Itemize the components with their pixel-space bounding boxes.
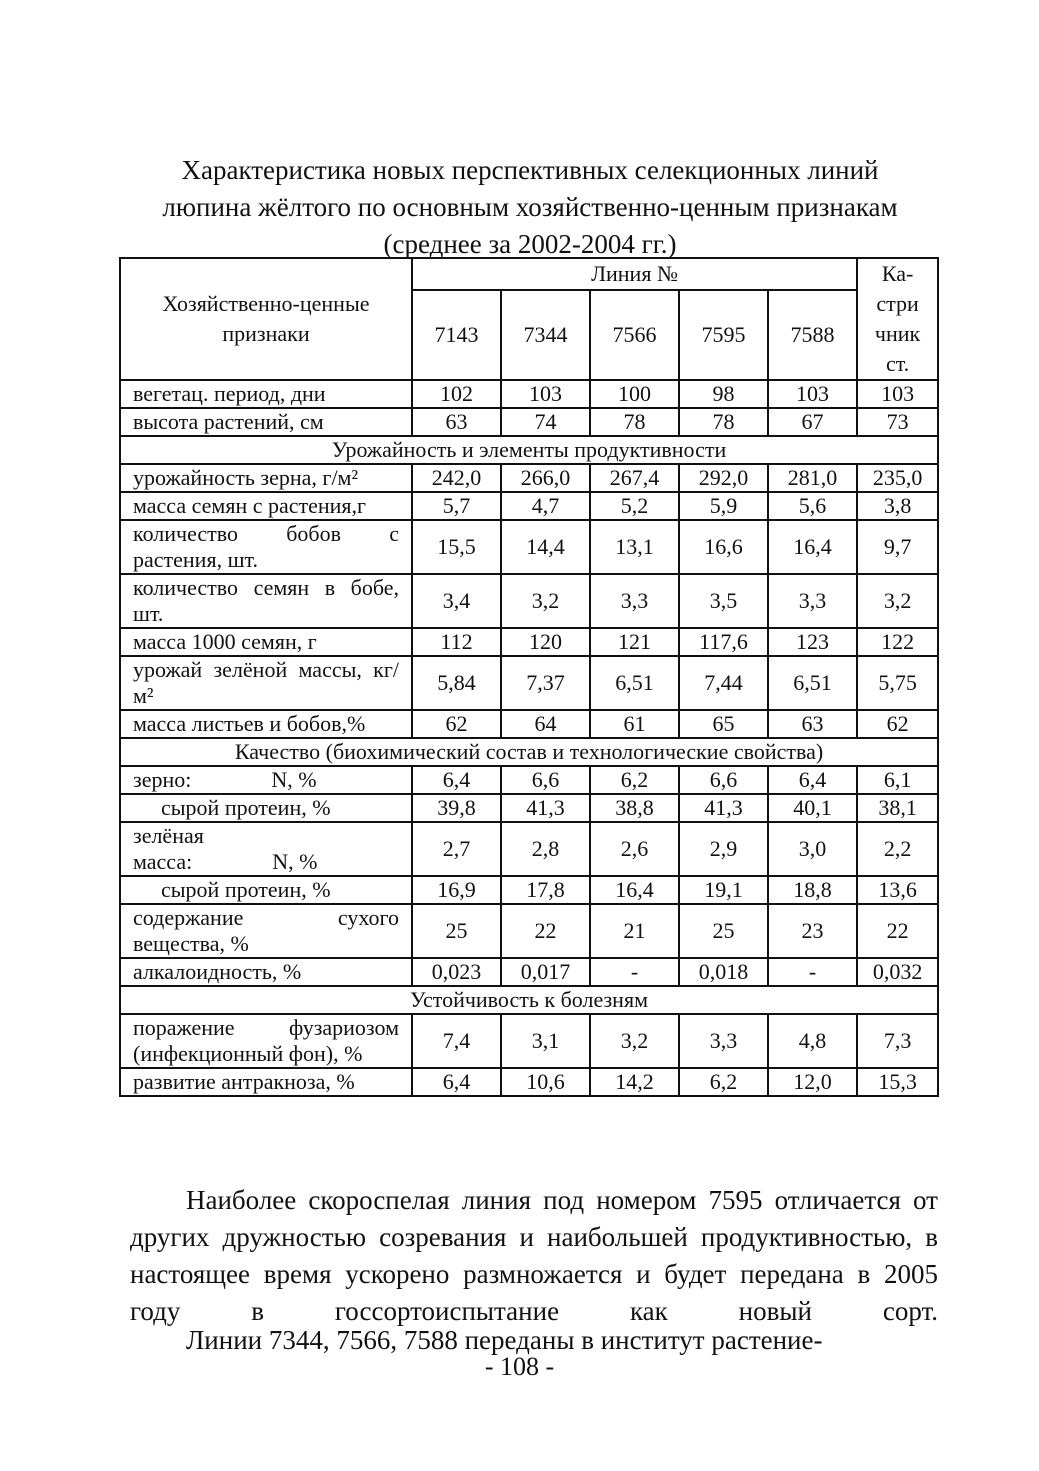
cell: 62 <box>412 710 501 738</box>
section-quality-title: Качество (биохимический состав и технологические свойства) <box>120 738 938 766</box>
header-line-7143: 7143 <box>412 290 501 380</box>
green-label-a: зелёная <box>133 823 204 848</box>
cell: 5,75 <box>857 656 938 710</box>
cell: 78 <box>590 408 679 436</box>
table-row <box>120 628 938 656</box>
table-row <box>120 380 938 408</box>
green-label-b: масса: <box>133 849 193 874</box>
cell: 12,0 <box>768 1068 857 1096</box>
cell: 121 <box>590 628 679 656</box>
row-label: развитие антракноза, % <box>120 1068 412 1096</box>
cell: 41,3 <box>501 794 590 822</box>
section-quality <box>120 738 938 766</box>
cell: 63 <box>768 710 857 738</box>
cell: 6,4 <box>412 766 501 794</box>
cell: 3,8 <box>857 492 938 520</box>
cell: 15,3 <box>857 1068 938 1096</box>
cell: 15,5 <box>412 520 501 574</box>
cell: 2,2 <box>857 822 938 876</box>
cell: 0,023 <box>412 958 501 986</box>
table-row <box>120 1014 938 1068</box>
cell: 6,51 <box>768 656 857 710</box>
cell: 3,4 <box>412 574 501 628</box>
cell: 120 <box>501 628 590 656</box>
cell: 74 <box>501 408 590 436</box>
cell: 103 <box>768 380 857 408</box>
cell: 73 <box>857 408 938 436</box>
cell: 3,3 <box>679 1014 768 1068</box>
cell: 17,8 <box>501 876 590 904</box>
cell: 13,6 <box>857 876 938 904</box>
row-label: поражение фузариозом (инфекционный фон), % <box>120 1014 412 1068</box>
cell: 16,9 <box>412 876 501 904</box>
cell: 23 <box>768 904 857 958</box>
cell: 2,9 <box>679 822 768 876</box>
cell: 38,1 <box>857 794 938 822</box>
cell: 63 <box>412 408 501 436</box>
table-row <box>120 520 938 574</box>
cell: 19,1 <box>679 876 768 904</box>
cell: 2,8 <box>501 822 590 876</box>
table-row <box>120 1068 938 1096</box>
row-label: алкалоидность, % <box>120 958 412 986</box>
cell: 7,3 <box>857 1014 938 1068</box>
caption-line-2: люпина жёлтого по основным хозяйственно-ценным признакам <box>162 192 898 222</box>
cell: 6,6 <box>501 766 590 794</box>
table-row-green-protein <box>120 876 938 904</box>
cell: 18,8 <box>768 876 857 904</box>
rows-block-2 <box>120 464 938 738</box>
cell: 123 <box>768 628 857 656</box>
cell: 5,2 <box>590 492 679 520</box>
cell: 3,3 <box>768 574 857 628</box>
header-line-group: Линия № <box>412 258 857 290</box>
cell: 16,4 <box>590 876 679 904</box>
table-row <box>120 710 938 738</box>
cell: 65 <box>679 710 768 738</box>
cell: 103 <box>857 380 938 408</box>
table-row <box>120 574 938 628</box>
cell: - <box>590 958 679 986</box>
cell: 0,032 <box>857 958 938 986</box>
cell: 25 <box>412 904 501 958</box>
row-label: содержание сухого вещества, % <box>120 904 412 958</box>
table-row-grain-protein <box>120 794 938 822</box>
header-line-7588: 7588 <box>768 290 857 380</box>
table-row-green-n <box>120 822 938 876</box>
table-caption <box>100 152 960 263</box>
section-yield <box>120 436 938 464</box>
table-row <box>120 958 938 986</box>
row-label: сырой протеин, % <box>120 876 412 904</box>
header-check: Ка-стри чник ст. <box>857 258 938 380</box>
cell: 3,2 <box>501 574 590 628</box>
cell: 6,1 <box>857 766 938 794</box>
cell: 6,4 <box>768 766 857 794</box>
cell: 266,0 <box>501 464 590 492</box>
cell: 103 <box>501 380 590 408</box>
cell: 22 <box>501 904 590 958</box>
cell: 292,0 <box>679 464 768 492</box>
cell: 242,0 <box>412 464 501 492</box>
cell: 25 <box>679 904 768 958</box>
cell: 102 <box>412 380 501 408</box>
row-label: урожай зелёной массы, кг/м² <box>120 656 412 710</box>
cell: 6,4 <box>412 1068 501 1096</box>
cell: 0,017 <box>501 958 590 986</box>
table-row <box>120 464 938 492</box>
cell: 5,9 <box>679 492 768 520</box>
cell: 13,1 <box>590 520 679 574</box>
cell: 64 <box>501 710 590 738</box>
table-row <box>120 408 938 436</box>
cell: 235,0 <box>857 464 938 492</box>
row-label <box>120 822 412 876</box>
characteristics-table <box>119 257 939 1097</box>
row-label: масса 1000 семян, г <box>120 628 412 656</box>
cell: 122 <box>857 628 938 656</box>
cell: 62 <box>857 710 938 738</box>
cell: 7,4 <box>412 1014 501 1068</box>
cell: 14,2 <box>590 1068 679 1096</box>
cell: 61 <box>590 710 679 738</box>
cell: 4,7 <box>501 492 590 520</box>
rows-block-4 <box>120 1014 938 1096</box>
cell: 112 <box>412 628 501 656</box>
cell: 267,4 <box>590 464 679 492</box>
header-traits: Хозяйственно-ценные признаки <box>120 258 412 380</box>
cell: 10,6 <box>501 1068 590 1096</box>
n-label: N, % <box>272 849 318 874</box>
row-label: вегетац. период, дни <box>120 380 412 408</box>
cell: 3,5 <box>679 574 768 628</box>
cell: 3,2 <box>857 574 938 628</box>
grain-label: зерно: <box>133 767 192 792</box>
cell: 3,1 <box>501 1014 590 1068</box>
cell: 9,7 <box>857 520 938 574</box>
n-label: N, % <box>271 767 317 792</box>
cell: 4,8 <box>768 1014 857 1068</box>
row-label: количество бобов с растения, шт. <box>120 520 412 574</box>
caption-line-3: (среднее за 2002-2004 гг.) <box>383 229 677 259</box>
rows-block-3 <box>120 904 938 986</box>
header-line-7566: 7566 <box>590 290 679 380</box>
cell: 67 <box>768 408 857 436</box>
cell: 3,3 <box>590 574 679 628</box>
header-row-1 <box>120 258 938 290</box>
table-row <box>120 656 938 710</box>
section-resistance-title: Устойчивость к болезням <box>120 986 938 1014</box>
cell: 2,7 <box>412 822 501 876</box>
cell: 38,8 <box>590 794 679 822</box>
paragraph-1: Наиболее скороспелая линия под номером 7595 отличается от других дружностью созревания и наибольшей продуктивностью, в настоящее время ускорено размножается и будет передана в 2005 году в госсортоиспытание как новый сорт. <box>130 1185 938 1326</box>
cell: 98 <box>679 380 768 408</box>
header-line-7344: 7344 <box>501 290 590 380</box>
table-row <box>120 492 938 520</box>
row-label: сырой протеин, % <box>120 794 412 822</box>
section-resistance <box>120 986 938 1014</box>
table-row-grain-n <box>120 766 938 794</box>
cell: 5,6 <box>768 492 857 520</box>
section-yield-title: Урожайность и элементы продуктивности <box>120 436 938 464</box>
row-label: масса семян с растения,г <box>120 492 412 520</box>
row-label: количество семян в бобе, шт. <box>120 574 412 628</box>
cell: 5,7 <box>412 492 501 520</box>
cell: 117,6 <box>679 628 768 656</box>
cell: 3,0 <box>768 822 857 876</box>
header-line-7595: 7595 <box>679 290 768 380</box>
cell: - <box>768 958 857 986</box>
page-number: - 108 - <box>484 1352 555 1381</box>
cell: 6,2 <box>679 1068 768 1096</box>
paragraph-2: Линии 7344, 7566, 7588 переданы в институт растение- <box>186 1325 823 1355</box>
row-label: урожайность зерна, г/м² <box>120 464 412 492</box>
cell: 6,51 <box>590 656 679 710</box>
cell: 0,018 <box>679 958 768 986</box>
cell: 22 <box>857 904 938 958</box>
cell: 7,37 <box>501 656 590 710</box>
cell: 21 <box>590 904 679 958</box>
caption-line-1: Характеристика новых перспективных селекционных линий <box>181 155 879 185</box>
row-label: масса листьев и бобов,% <box>120 710 412 738</box>
cell: 14,4 <box>501 520 590 574</box>
cell: 16,6 <box>679 520 768 574</box>
cell: 281,0 <box>768 464 857 492</box>
cell: 2,6 <box>590 822 679 876</box>
cell: 6,2 <box>590 766 679 794</box>
cell: 40,1 <box>768 794 857 822</box>
row-label: высота растений, см <box>120 408 412 436</box>
cell: 7,44 <box>679 656 768 710</box>
cell: 78 <box>679 408 768 436</box>
cell: 39,8 <box>412 794 501 822</box>
row-label <box>120 766 412 794</box>
cell: 6,6 <box>679 766 768 794</box>
cell: 100 <box>590 380 679 408</box>
table-row <box>120 904 938 958</box>
cell: 16,4 <box>768 520 857 574</box>
cell: 3,2 <box>590 1014 679 1068</box>
rows-block-1 <box>120 380 938 436</box>
cell: 5,84 <box>412 656 501 710</box>
cell: 41,3 <box>679 794 768 822</box>
